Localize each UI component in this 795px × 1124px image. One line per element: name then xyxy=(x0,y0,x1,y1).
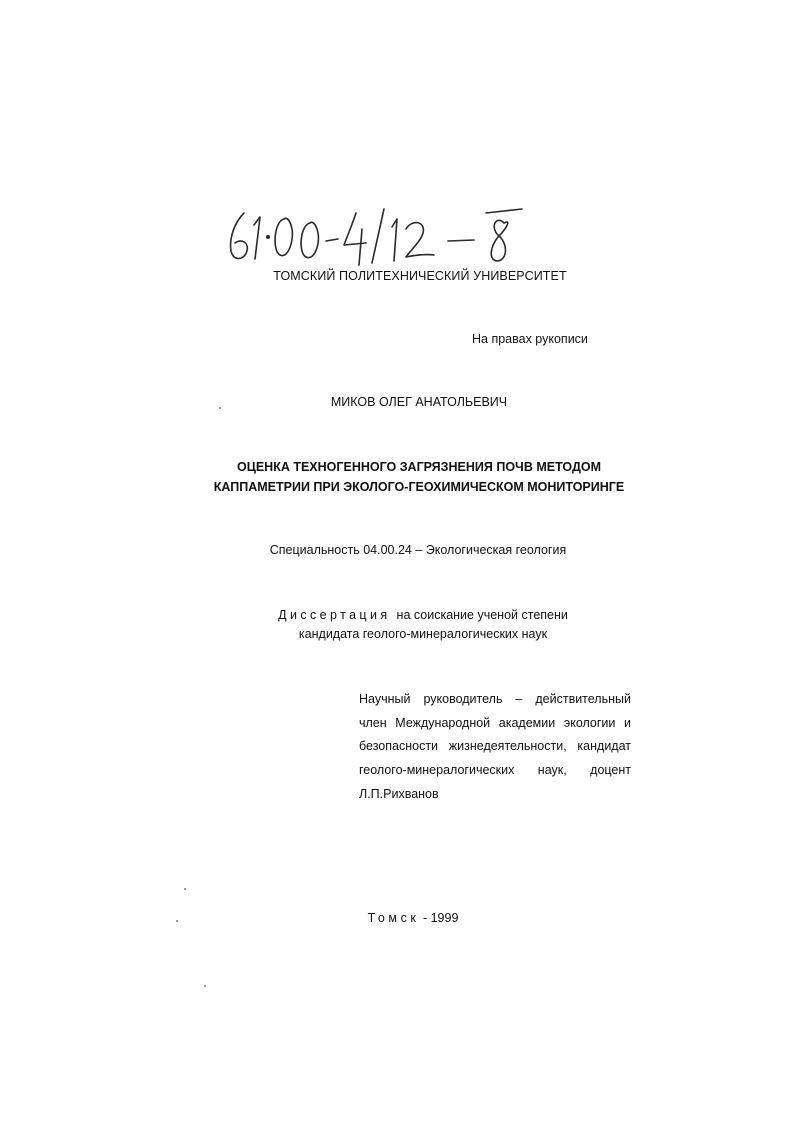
scientific-supervisor: Научный руководитель – действительный член Международной академии экологии и безопасности жизнедеятельности, кандидат геолого-минералогических наук, доцент Л.П.Рихванов xyxy=(359,692,631,801)
dissertation-label: Диссертация xyxy=(278,608,391,622)
dissertation-title xyxy=(0,457,795,497)
dissertation-statement xyxy=(0,606,795,644)
title-line-2: КАППАМЕТРИИ ПРИ ЭКОЛОГО-ГЕОХИМИЧЕСКОМ МОНИТОРИНГЕ xyxy=(213,480,625,494)
scan-speck xyxy=(204,985,206,987)
scan-speck xyxy=(219,407,221,409)
scan-speck xyxy=(184,888,186,890)
city: Томск xyxy=(367,911,420,925)
university-name: ТОМСКИЙ ПОЛИТЕХНИЧЕСКИЙ УНИВЕРСИТЕТ xyxy=(273,269,567,283)
dissertation-line-1 xyxy=(0,606,795,625)
handwritten-archive-code xyxy=(226,205,536,267)
city-year xyxy=(0,910,795,926)
year: - 1999 xyxy=(419,911,459,925)
handwritten-code-drawing xyxy=(226,205,536,267)
rights-notice: На правах рукописи xyxy=(472,332,588,346)
dissertation-line-2: кандидата геолого-минералогических наук xyxy=(298,627,548,641)
dissertation-degree: на соискание ученой степени xyxy=(396,608,568,622)
title-line-1: ОЦЕНКА ТЕХНОГЕННОГО ЗАГРЯЗНЕНИЯ ПОЧВ МЕТОДОМ xyxy=(236,460,601,474)
scan-speck xyxy=(176,920,178,922)
author-name: МИКОВ ОЛЕГ АНАТОЛЬЕВИЧ xyxy=(330,395,508,409)
specialty: Специальность 04.00.24 – Экологическая геология xyxy=(269,543,567,557)
